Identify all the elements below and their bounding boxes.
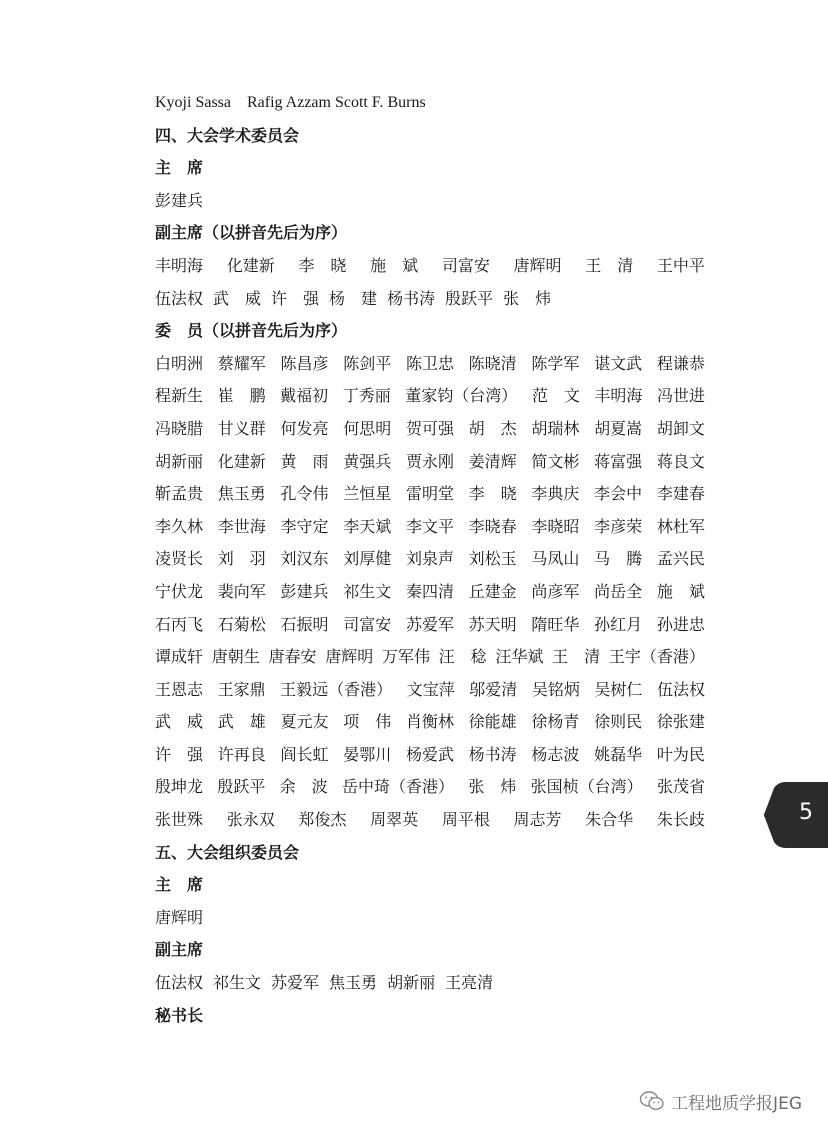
member-name: 刘泉声 xyxy=(405,549,454,569)
member-name: 文宝萍 xyxy=(406,679,455,699)
member-name: 许 强 xyxy=(155,744,204,764)
member-name: 杨志波 xyxy=(531,744,580,764)
name-row xyxy=(155,967,705,1000)
member-name: 蒋富强 xyxy=(594,451,643,471)
member-name: 项 伟 xyxy=(343,712,392,732)
member-name: 徐能雄 xyxy=(468,712,517,732)
name-row xyxy=(155,641,705,674)
member-name: 朱长歧 xyxy=(656,810,705,830)
member-name: 隋旺华 xyxy=(531,614,580,634)
name-row xyxy=(155,543,705,576)
member-name: 何思明 xyxy=(343,418,392,438)
member-name: 阎长虹 xyxy=(280,744,329,764)
member-name: 苏爱军 xyxy=(405,614,454,634)
member-name: 贾永刚 xyxy=(405,451,454,471)
member-name: 姚磊华 xyxy=(594,744,643,764)
member-name: 晏鄂川 xyxy=(343,744,392,764)
member-name: 雷明堂 xyxy=(405,484,454,504)
member-name: 兰恒星 xyxy=(343,484,392,504)
member-name: 石丙飞 xyxy=(155,614,204,634)
member-name: 王中平 xyxy=(656,255,705,275)
member-name: 白明洲 xyxy=(155,353,204,373)
member-name: 化建新 xyxy=(226,255,275,275)
member-name: 胡瑞林 xyxy=(531,418,580,438)
member-name: 范 文 xyxy=(531,386,580,406)
member-name: 刘松玉 xyxy=(468,549,517,569)
name-row xyxy=(155,250,705,283)
member-name: 焦玉勇 xyxy=(329,973,378,993)
member-name: 刘汉东 xyxy=(280,549,329,569)
member-name: 张世殊 xyxy=(155,810,204,830)
section-heading: 委 员（以拼音先后为序） xyxy=(155,321,348,341)
member-name: 石菊松 xyxy=(217,614,266,634)
member-name: 胡 杰 xyxy=(468,418,517,438)
section-heading: 五、大会组织委员会 xyxy=(155,842,300,862)
member-name: 李晓春 xyxy=(468,516,517,536)
member-name: 李守定 xyxy=(280,516,329,536)
member-name: 唐朝生 xyxy=(211,647,260,667)
member-name: 伍法权 xyxy=(155,973,204,993)
member-name: 万军伟 xyxy=(381,647,430,667)
member-name: 李久林 xyxy=(155,516,204,536)
member-name: 陈晓清 xyxy=(468,353,517,373)
member-name: 丁秀丽 xyxy=(342,386,391,406)
text-line: 彭建兵 xyxy=(155,190,204,210)
section-heading: 秘书长 xyxy=(155,1005,204,1025)
member-name: 汪 稔 xyxy=(438,647,487,667)
member-name: 刘 羽 xyxy=(217,549,266,569)
member-name: 伍法权 xyxy=(656,679,705,699)
member-name: 陈卫忠 xyxy=(405,353,454,373)
member-name: 李会中 xyxy=(594,484,643,504)
member-name: 张茂省 xyxy=(656,777,705,797)
member-name: 周平根 xyxy=(441,810,490,830)
member-name: 徐则民 xyxy=(594,712,643,732)
member-name: 王毅远（香港） xyxy=(280,679,393,699)
member-name: 林杜军 xyxy=(656,516,705,536)
member-name: 蒋良文 xyxy=(656,451,705,471)
member-name: 苏天明 xyxy=(468,614,517,634)
member-name: 王亮清 xyxy=(445,973,494,993)
member-name: 李彦荣 xyxy=(594,516,643,536)
member-name: 马凤山 xyxy=(531,549,580,569)
member-name: 尚岳全 xyxy=(594,581,643,601)
member-name: 叶为民 xyxy=(656,744,705,764)
section-heading: 主 席 xyxy=(155,875,204,895)
member-name: 李世海 xyxy=(217,516,266,536)
member-name: 唐春安 xyxy=(268,647,317,667)
member-name: 陈昌彦 xyxy=(280,353,329,373)
member-name: 胡新丽 xyxy=(387,973,436,993)
member-name: 殷坤龙 xyxy=(155,777,204,797)
member-name: 李文平 xyxy=(405,516,454,536)
member-name: 肖衡林 xyxy=(405,712,454,732)
member-name: 李 晓 xyxy=(468,484,517,504)
member-name: 黄 雨 xyxy=(280,451,329,471)
foreign-names-line: Kyoji Sassa Rafig Azzam Scott F. Burns xyxy=(155,94,426,111)
member-name: 陈剑平 xyxy=(343,353,392,373)
member-name: 周志芳 xyxy=(513,810,562,830)
member-name: 陈学军 xyxy=(531,353,580,373)
member-name: 靳孟贵 xyxy=(155,484,204,504)
member-name: 司富安 xyxy=(441,255,490,275)
member-name: 王恩志 xyxy=(155,679,204,699)
member-name: 马 腾 xyxy=(594,549,643,569)
name-row xyxy=(155,511,705,544)
member-name: 祁生文 xyxy=(213,973,262,993)
member-name: 胡夏嵩 xyxy=(594,418,643,438)
member-name: 张永双 xyxy=(226,810,275,830)
member-name: 甘义群 xyxy=(217,418,266,438)
name-row xyxy=(155,706,705,739)
member-name: 杨书涛 xyxy=(387,288,436,308)
member-name: 孙红月 xyxy=(594,614,643,634)
member-name: 孙进忠 xyxy=(656,614,705,634)
member-name: 丰明海 xyxy=(155,255,204,275)
member-name: 武 威 xyxy=(155,712,204,732)
member-name: 汪华斌 xyxy=(495,647,544,667)
member-name: 朱合华 xyxy=(585,810,634,830)
section-heading: 主 席 xyxy=(155,158,204,178)
name-row xyxy=(155,478,705,511)
member-name: 殷跃平 xyxy=(217,777,266,797)
member-name: 谌文武 xyxy=(594,353,643,373)
member-name: 徐张建 xyxy=(656,712,705,732)
member-name: 唐辉明 xyxy=(325,647,374,667)
member-name: 周翠英 xyxy=(370,810,419,830)
member-name: 戴福初 xyxy=(280,386,329,406)
member-name: 李 晓 xyxy=(298,255,347,275)
member-name: 李晓昭 xyxy=(531,516,580,536)
section-heading: 四、大会学术委员会 xyxy=(155,125,300,145)
section-heading: 副主席 xyxy=(155,940,204,960)
member-name: 殷跃平 xyxy=(445,288,494,308)
member-name: 张国桢（台湾） xyxy=(530,777,643,797)
name-row xyxy=(155,739,705,772)
name-row xyxy=(155,804,705,837)
member-name: 裴向军 xyxy=(217,581,266,601)
member-name: 化建新 xyxy=(217,451,266,471)
member-name: 施 斌 xyxy=(370,255,419,275)
watermark-text: 工程地质学报JEG xyxy=(671,1093,802,1114)
member-name: 张 炜 xyxy=(503,288,552,308)
member-name: 吴树仁 xyxy=(594,679,643,699)
member-name: 杨书涛 xyxy=(468,744,517,764)
member-name: 郑俊杰 xyxy=(298,810,347,830)
name-row xyxy=(155,446,705,479)
member-name: 司富安 xyxy=(343,614,392,634)
member-name: 彭建兵 xyxy=(280,581,329,601)
name-row xyxy=(155,348,705,381)
member-name: 贺可强 xyxy=(405,418,454,438)
name-row xyxy=(155,413,705,446)
member-name: 吴铭炳 xyxy=(531,679,580,699)
member-name: 杨 建 xyxy=(329,288,378,308)
name-row xyxy=(155,380,705,413)
member-name: 宁伏龙 xyxy=(155,581,204,601)
member-name: 孔令伟 xyxy=(280,484,329,504)
member-name: 李天斌 xyxy=(343,516,392,536)
member-name: 孟兴民 xyxy=(656,549,705,569)
member-name: 张 炜 xyxy=(468,777,517,797)
member-name: 尚彦军 xyxy=(531,581,580,601)
member-name: 石振明 xyxy=(280,614,329,634)
name-row xyxy=(155,609,705,642)
name-row xyxy=(155,771,705,804)
section-heading: 副主席（以拼音先后为序） xyxy=(155,223,348,243)
name-row xyxy=(155,674,705,707)
member-name: 冯晓腊 xyxy=(155,418,204,438)
member-name: 程新生 xyxy=(155,386,204,406)
member-name: 秦四清 xyxy=(405,581,454,601)
member-name: 施 斌 xyxy=(656,581,705,601)
member-name: 夏元友 xyxy=(280,712,329,732)
member-name: 王家鼎 xyxy=(217,679,266,699)
member-name: 余 波 xyxy=(279,777,328,797)
document-body xyxy=(155,87,715,1032)
member-name: 程谦恭 xyxy=(656,353,705,373)
member-name: 伍法权 xyxy=(155,288,204,308)
member-name: 胡卸文 xyxy=(656,418,705,438)
member-name: 岳中琦（香港） xyxy=(341,777,454,797)
member-name: 王宇（香港） xyxy=(608,647,705,667)
page-number: 5 xyxy=(799,800,813,825)
member-name: 邬爱清 xyxy=(469,679,518,699)
wechat-icon xyxy=(639,1090,665,1112)
member-name: 苏爱军 xyxy=(271,973,320,993)
member-name: 崔 鹏 xyxy=(217,386,266,406)
name-row xyxy=(155,576,705,609)
member-name: 许再良 xyxy=(217,744,266,764)
member-name: 谭成轩 xyxy=(155,647,204,667)
member-name: 蔡耀军 xyxy=(217,353,266,373)
member-name: 李典庆 xyxy=(531,484,580,504)
member-name: 姜清辉 xyxy=(468,451,517,471)
member-name: 徐杨青 xyxy=(531,712,580,732)
page-number-tab xyxy=(764,782,828,848)
member-name: 黄强兵 xyxy=(343,451,392,471)
member-name: 丘建金 xyxy=(468,581,517,601)
name-row xyxy=(155,283,705,316)
member-name: 焦玉勇 xyxy=(217,484,266,504)
member-name: 董家钧（台湾） xyxy=(405,386,518,406)
member-name: 杨爱武 xyxy=(405,744,454,764)
member-name: 刘厚健 xyxy=(343,549,392,569)
member-name: 何发亮 xyxy=(280,418,329,438)
member-name: 祁生文 xyxy=(343,581,392,601)
member-name: 武 威 xyxy=(213,288,262,308)
member-name: 凌贤长 xyxy=(155,549,204,569)
member-name: 冯世进 xyxy=(656,386,705,406)
member-name: 胡新丽 xyxy=(155,451,204,471)
member-name: 王 清 xyxy=(552,647,601,667)
member-name: 简文彬 xyxy=(531,451,580,471)
member-name: 王 清 xyxy=(585,255,634,275)
member-name: 李建春 xyxy=(656,484,705,504)
member-name: 丰明海 xyxy=(594,386,643,406)
text-line: 唐辉明 xyxy=(155,907,204,927)
member-name: 许 强 xyxy=(271,288,320,308)
member-name: 武 雄 xyxy=(217,712,266,732)
watermark xyxy=(639,1086,802,1116)
member-name: 唐辉明 xyxy=(513,255,562,275)
